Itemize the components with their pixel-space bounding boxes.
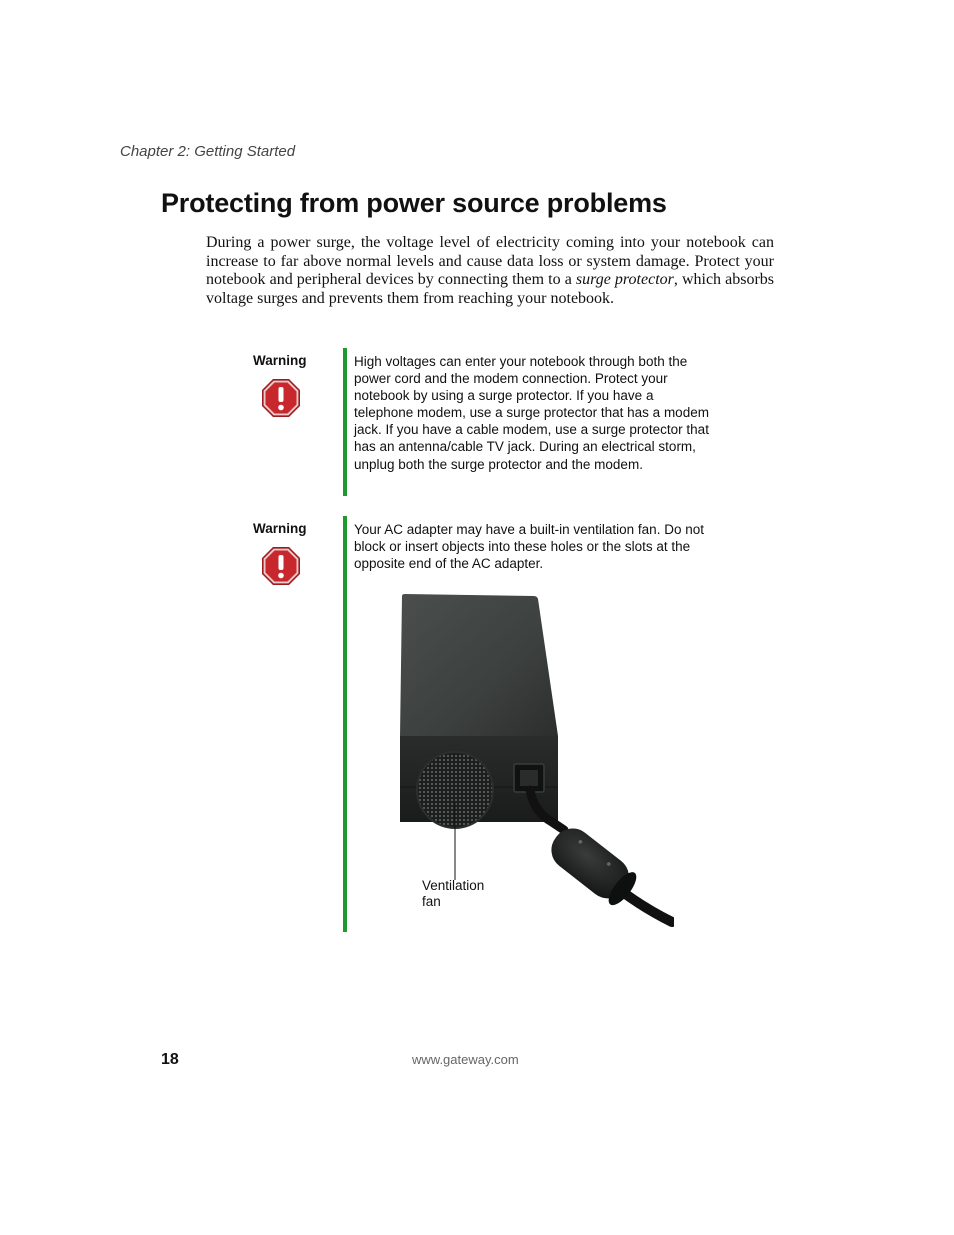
caption-line: Ventilation [422,878,485,893]
warning-octagon-icon [261,546,301,586]
chapter-header: Chapter 2: Getting Started [120,143,296,160]
warning-octagon-icon [261,378,301,418]
page-number: 18 [161,1051,179,1068]
warning-label: Warning [253,353,307,368]
figure-caption [422,878,484,909]
caption-line: fan [422,893,441,909]
intro-text-start: During a power surge, the voltage level of electricity coming into your notebook can increase to far above normal levels and cause data loss or system damage. Protect your notebook and peripheral devices by connecting them to a [206,234,774,289]
footer-url: www.gateway.com [412,1052,519,1067]
intro-term: surge protector [575,271,674,289]
intro-paragraph [206,234,774,308]
section-title: Protecting from power source problems [161,188,667,218]
warning-accent-bar [343,516,347,932]
warning-text: Your AC adapter may have a built-in ventilation fan. Do not block or insert objects into these holes or the slots at the opposite end of the AC adapter. [354,522,704,572]
warning-text: High voltages can enter your notebook through both the power cord and the modem connection. Protect your notebook by using a surge protector. If you have a telephone modem, use a surge protector that has a modem jack. If you have a cable modem, use a surge protector that has an antenna/cable TV jack. During an electrical storm, unplug both the surge protector and the modem. [354,354,709,472]
intro-text-end: , which absorbs voltage surges and prevents them from reaching your notebook. [206,271,775,307]
warning-label: Warning [253,521,307,536]
warning-accent-bar [343,348,347,496]
